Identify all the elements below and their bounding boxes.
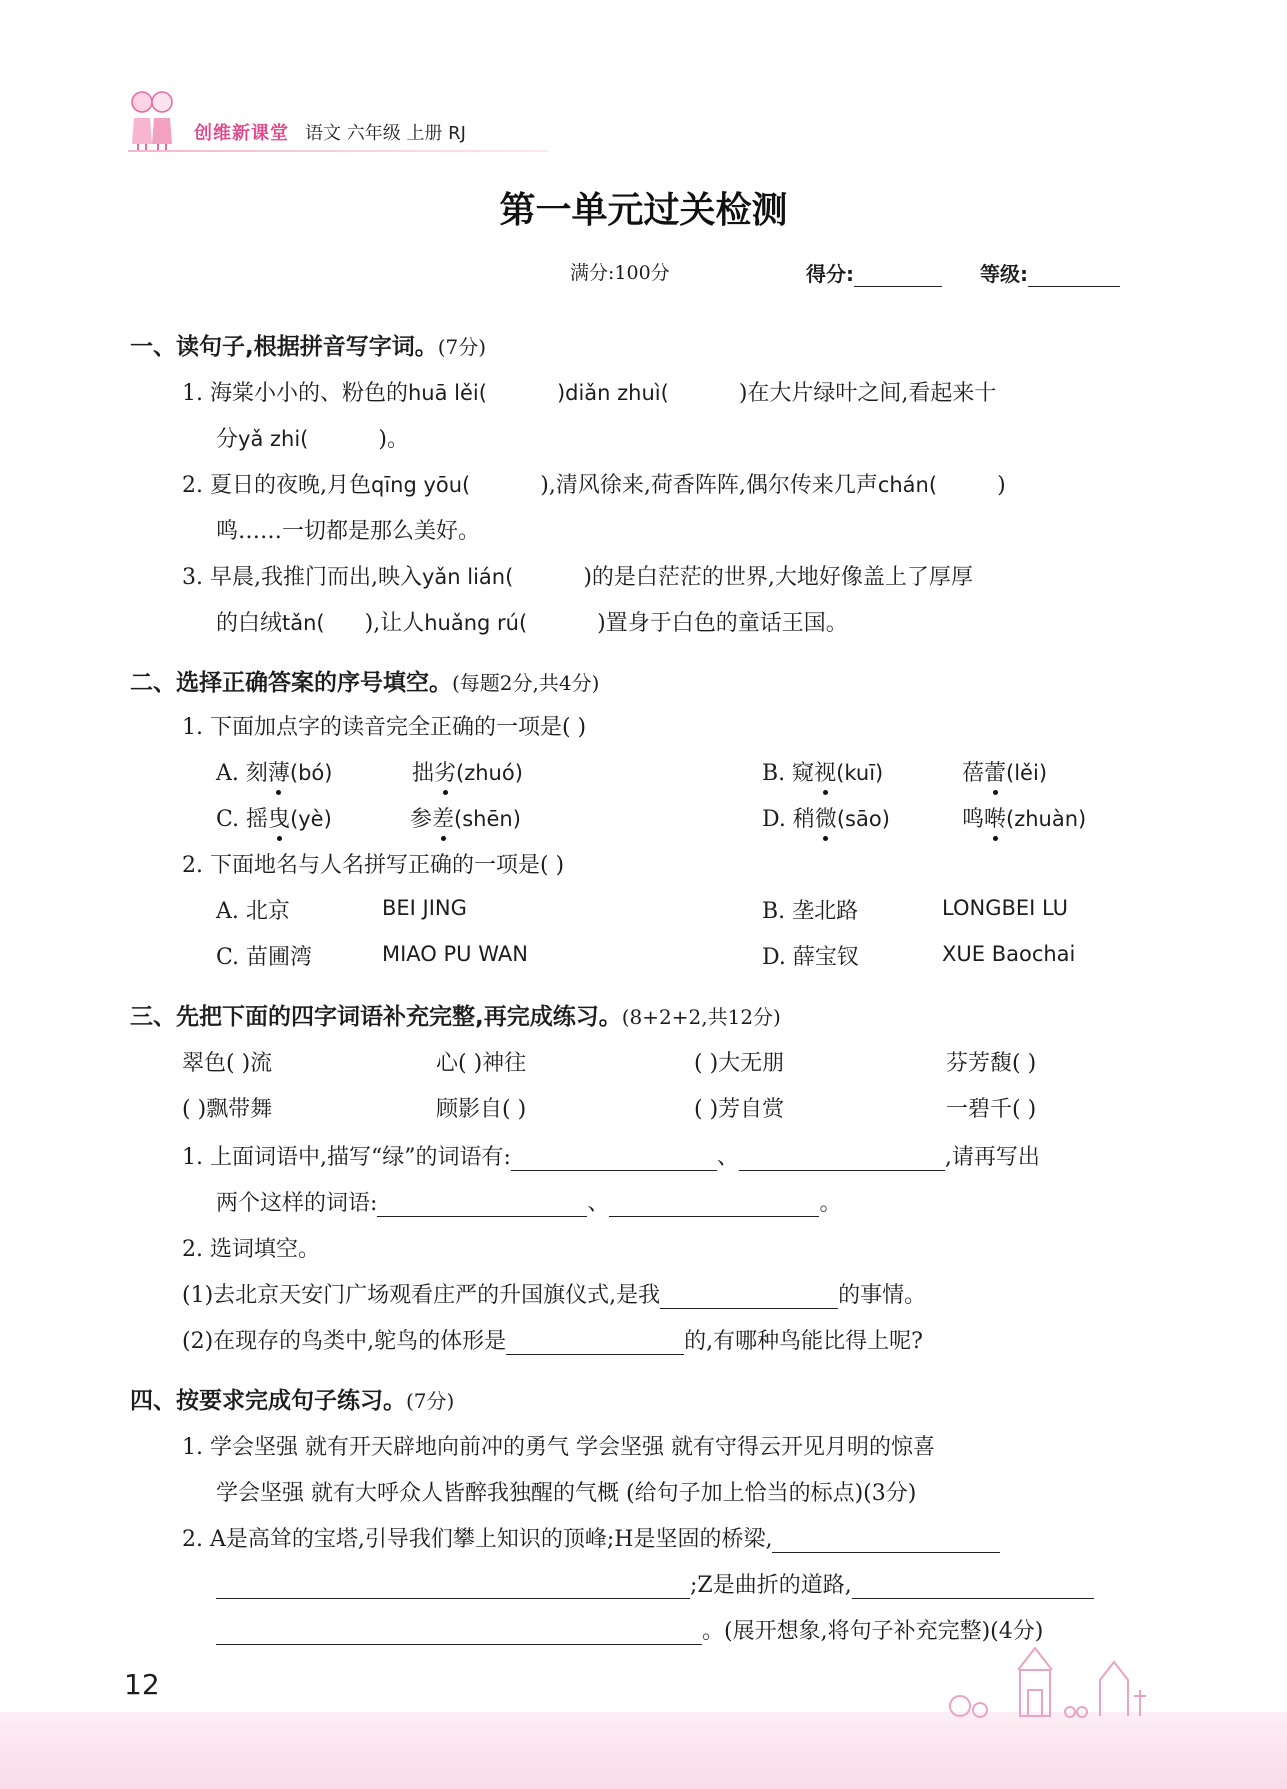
s2-q2-option-b-pinyin: LONGBEI LU — [942, 896, 1069, 920]
s4-q2-line2 — [216, 1568, 1094, 1599]
page-number: 12 — [124, 1668, 160, 1701]
pinyin: (bó) — [289, 761, 333, 785]
pinyin: chán( — [877, 473, 938, 497]
dotted-char: 啭 — [984, 807, 1007, 832]
pinyin: yǎ zhi( — [238, 427, 309, 451]
pinyin: (yè) — [290, 807, 332, 831]
word-item: ( )飘带舞 — [182, 1097, 273, 1122]
s4-q2-text: ;Z是曲折的道路, — [690, 1573, 852, 1598]
footer-band — [0, 1712, 1287, 1789]
s2-q1-option-b2 — [962, 756, 1047, 787]
option-text: A. 刻 — [216, 761, 268, 786]
separator: 、 — [716, 1145, 739, 1170]
s1-q1-line1 — [182, 376, 996, 407]
s3-q2-2 — [182, 1324, 923, 1355]
castle-decoration-icon — [900, 1640, 1160, 1720]
answer-blank[interactable] — [739, 1148, 945, 1171]
dotted-char: 微 — [814, 807, 837, 832]
grade-field — [980, 258, 1120, 287]
s3-q1-text: 1. 上面词语中,描写“绿”的词语有: — [182, 1145, 511, 1170]
option-text: 鸣 — [962, 807, 985, 832]
s2-q2-option-c[interactable] — [216, 940, 312, 971]
option-text: A. 北京 — [216, 899, 290, 924]
score-field — [806, 258, 942, 287]
option-text: D. 薛宝钗 — [762, 945, 859, 970]
dotted-char: 劣 — [434, 761, 457, 786]
s3-q2-text: 的,有哪种鸟能比得上呢? — [684, 1329, 923, 1354]
section-4-points: (7分) — [406, 1389, 455, 1413]
s1-q2-line1 — [182, 468, 1006, 499]
s4-q2-line1 — [182, 1522, 1000, 1553]
answer-blank[interactable] — [609, 1194, 819, 1217]
dotted-char: 蕾 — [984, 761, 1007, 786]
option-text: 参 — [410, 807, 433, 832]
answer-blank[interactable] — [216, 1622, 702, 1645]
dotted-char: 视 — [814, 761, 837, 786]
separator: 、 — [587, 1191, 610, 1216]
s3-q2-text: (2)在现存的鸟类中,鸵鸟的体形是 — [182, 1329, 507, 1354]
s2-q1-option-a[interactable] — [216, 756, 332, 787]
word-item: 芬芳馥( ) — [946, 1051, 1037, 1076]
pinyin: (lěi) — [1006, 761, 1048, 785]
option-text: C. 苗圃湾 — [216, 945, 313, 970]
s2-q2-option-d-pinyin: XUE Baochai — [942, 942, 1076, 966]
pinyin: (sāo) — [836, 807, 890, 831]
section-1-points: (7分) — [437, 335, 487, 359]
word-item: 一碧千( ) — [946, 1097, 1037, 1122]
answer-blank[interactable] — [377, 1194, 587, 1217]
period: 。 — [819, 1191, 842, 1216]
s2-q2-option-b[interactable] — [762, 894, 858, 925]
section-4-title: 四、按要求完成句子练习。 — [130, 1388, 406, 1414]
s3-q2: 2. 选词填空。 — [182, 1237, 320, 1262]
pinyin: )diǎn zhuì( — [556, 381, 669, 405]
pinyin: (zhuàn) — [1006, 807, 1087, 831]
option-text: 蓓 — [962, 761, 985, 786]
s1-q1-text: )在大片绿叶之间,看起来十 — [738, 381, 997, 406]
s2-q1: 1. 下面加点字的读音完全正确的一项是( ) — [182, 715, 587, 740]
brand-name: 创维新课堂 — [194, 123, 289, 144]
s3-q1-line1 — [182, 1140, 1040, 1171]
s2-q1-option-d2 — [962, 802, 1086, 833]
s4-q2-text: 。(展开想象,将句子补充完整)(4分) — [702, 1619, 1044, 1644]
grade-label: 等级: — [980, 262, 1028, 286]
dotted-char: 差 — [432, 807, 455, 832]
dotted-char: 薄 — [267, 761, 290, 786]
section-2-title: 二、选择正确答案的序号填空。 — [130, 670, 452, 696]
s2-q1-option-a2 — [412, 756, 523, 787]
s4-q2-text: 2. A是高耸的宝塔,引导我们攀上知识的顶峰;H是坚固的桥梁, — [182, 1527, 773, 1552]
s4-q1-line2: 学会坚强 就有大呼众人皆醉我独醒的气概 (给句子加上恰当的标点)(3分) — [216, 1481, 917, 1506]
answer-blank[interactable] — [506, 1332, 684, 1355]
s2-q2: 2. 下面地名与人名拼写正确的一项是( ) — [182, 853, 565, 878]
option-text: B. 窥 — [762, 761, 815, 786]
grade-blank[interactable] — [1028, 266, 1120, 287]
dotted-char: 曳 — [268, 807, 291, 832]
s1-q3-line2 — [216, 606, 848, 637]
option-text: 拙 — [412, 761, 435, 786]
pinyin: yǎn lián( — [421, 565, 514, 589]
answer-blank[interactable] — [772, 1530, 1000, 1553]
s1-q1-line2 — [216, 422, 409, 453]
s1-q3-text: )的是白茫茫的世界,大地好像盖上了厚厚 — [583, 565, 973, 590]
pinyin: (kuī) — [836, 761, 884, 785]
pinyin: (shēn) — [454, 807, 521, 831]
s1-q2-text: 2. 夏日的夜晚,月色 — [182, 473, 371, 498]
word-item: 心( )神往 — [436, 1051, 527, 1076]
s1-q3-line1 — [182, 560, 973, 591]
full-marks: 满分:100分 — [570, 262, 670, 284]
s2-q2-option-c-pinyin: MIAO PU WAN — [382, 942, 528, 966]
s3-q1-text: 两个这样的词语: — [216, 1191, 378, 1216]
option-text: C. 摇 — [216, 807, 269, 832]
section-2-points: (每题2分,共4分) — [452, 671, 600, 695]
s2-q1-option-c2 — [410, 802, 521, 833]
answer-blank[interactable] — [216, 1576, 690, 1599]
section-3-points: (8+2+2,共12分) — [621, 1005, 781, 1029]
word-item: ( )芳自赏 — [694, 1097, 785, 1122]
section-1-heading — [130, 328, 486, 361]
s3-q1-line2 — [216, 1186, 841, 1217]
page-title: 第一单元过关检测 — [499, 190, 788, 231]
s3-q1-text: ,请再写出 — [944, 1145, 1040, 1170]
header-divider — [128, 150, 548, 152]
answer-blank[interactable] — [852, 1576, 1094, 1599]
s1-q2-text: ) — [997, 473, 1006, 498]
section-2-heading — [130, 664, 599, 697]
word-item: 顾影自( ) — [436, 1097, 527, 1122]
answer-blank[interactable] — [511, 1148, 717, 1171]
s1-q2-text: ),清风徐来,荷香阵阵,偶尔传来几声 — [540, 473, 878, 498]
score-blank[interactable] — [854, 266, 942, 287]
s3-q2-text: (1)去北京天安门广场观看庄严的升国旗仪式,是我 — [182, 1283, 661, 1308]
book-info: 语文 六年级 上册 RJ — [305, 123, 466, 144]
s3-q2-text: 的事情。 — [838, 1283, 927, 1308]
s2-q1-option-d[interactable] — [762, 802, 890, 833]
pinyin: huǎng rú( — [424, 611, 528, 635]
s3-q2-1 — [182, 1278, 926, 1309]
section-3-heading — [130, 998, 781, 1031]
score-label: 得分: — [806, 262, 854, 286]
s2-q2-option-a-pinyin: BEI JING — [382, 896, 467, 920]
section-3-title: 三、先把下面的四字词语补充完整,再完成练习。 — [130, 1004, 622, 1030]
word-item: ( )大无朋 — [694, 1051, 785, 1076]
pinyin: tǎn( — [282, 611, 325, 635]
option-text: B. 垄北路 — [762, 899, 859, 924]
s2-q2-option-d[interactable] — [762, 940, 859, 971]
option-text: D. 稍 — [762, 807, 815, 832]
pinyin: (zhuó) — [456, 761, 523, 785]
section-4-heading — [130, 1382, 454, 1415]
s2-q2-option-a[interactable] — [216, 894, 290, 925]
s1-q3-text: )置身于白色的童话王国。 — [597, 611, 848, 636]
s4-q1-line1: 1. 学会坚强 就有开天辟地向前冲的勇气 学会坚强 就有守得云开见月明的惊喜 — [182, 1435, 935, 1460]
kids-logo-icon — [128, 88, 176, 154]
s1-q1-text: 分 — [216, 427, 239, 452]
pinyin: qīng yōu( — [370, 473, 471, 497]
s1-q2-line2: 鸣……一切都是那么美好。 — [216, 519, 481, 544]
answer-blank[interactable] — [660, 1286, 838, 1309]
word-item: 翠色( )流 — [182, 1051, 273, 1076]
s1-q3-text: ),让人 — [364, 611, 425, 636]
s1-q3-text: 的白绒 — [216, 611, 283, 636]
s1-q1-text: 1. 海棠小小的、粉色的 — [182, 381, 408, 406]
section-1-title: 一、读句子,根据拼音写字词。 — [130, 334, 438, 360]
s1-q1-text: )。 — [378, 427, 409, 452]
s2-q1-option-c[interactable] — [216, 802, 332, 833]
s1-q3-text: 3. 早晨,我推门而出,映入 — [182, 565, 422, 590]
pinyin: huā lěi( — [407, 381, 487, 405]
s2-q1-option-b[interactable] — [762, 756, 883, 787]
